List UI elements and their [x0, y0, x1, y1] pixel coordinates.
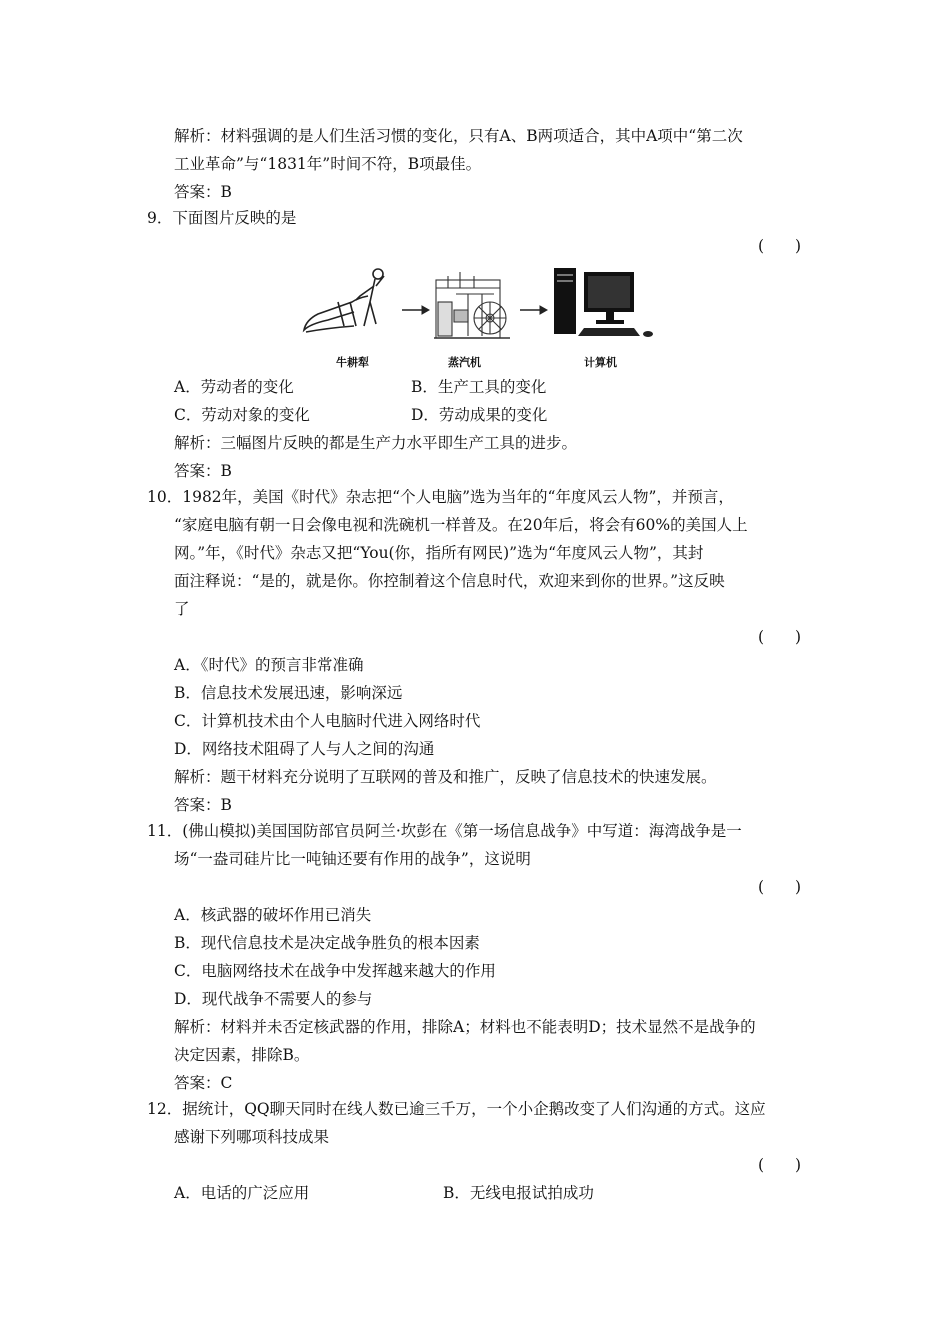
q9-answer-paren: ( ) [758, 237, 802, 255]
q11-option-c: C．电脑网络技术在战争中发挥越来越大的作用 [174, 962, 496, 980]
q10-option-a: A．《时代》的预言非常准确 [174, 656, 364, 674]
q11-option-b: B．现代信息技术是决定战争胜负的根本因素 [174, 934, 480, 952]
q8-answer: 答案：B [174, 183, 232, 201]
q9-option-a: A．劳动者的变化 [174, 378, 294, 396]
arrow-right-icon [402, 306, 429, 314]
q9-stem: 9．下面图片反映的是 [147, 209, 297, 227]
q10-stem-line-4: 面注释说：“是的，就是你。你控制着这个信息时代，欢迎来到你的世界。”这反映 [174, 572, 725, 590]
q10-stem-line-5: 了 [174, 600, 190, 618]
computer-icon [554, 268, 653, 337]
q11-option-d: D．现代战争不需要人的参与 [174, 990, 373, 1008]
q9-option-c: C．劳动对象的变化 [174, 406, 310, 424]
q9-option-b: B．生产工具的变化 [411, 378, 547, 396]
q10-stem-line-2: “家庭电脑有朝一日会像电视和洗碗机一样普及。在20年后，将会有60%的美国人上 [174, 516, 748, 534]
q9-figure [298, 262, 660, 372]
q10-option-b: B．信息技术发展迅速，影响深远 [174, 684, 403, 702]
tools-evolution-illustration [298, 262, 660, 352]
q12-stem-line-1: 12．据统计，QQ聊天同时在线人数已逾三千万，一个小企鹅改变了人们沟通的方式。这应 [147, 1100, 766, 1118]
plough-icon [304, 269, 384, 332]
q11-answer-paren: ( ) [758, 878, 802, 896]
q11-stem-line-1: 11．(佛山模拟)美国国防部官员阿兰·坎彭在《第一场信息战争》中写道：海湾战争是一 [147, 822, 742, 840]
q11-analysis-line-1: 解析：材料并未否定核武器的作用，排除A；材料也不能表明D；技术显然不是战争的 [174, 1018, 756, 1036]
q11-stem-line-2: 场“一盎司硅片比一吨铀还要有作用的战争”，这说明 [174, 850, 531, 868]
q10-option-d: D．网络技术阻碍了人与人之间的沟通 [174, 740, 435, 758]
caption-plough: 牛耕犁 [336, 356, 369, 369]
q10-stem-line-1: 10．1982年，美国《时代》杂志把“个人电脑”选为当年的“年度风云人物”，并预言， [147, 488, 734, 506]
q9-answer: 答案：B [174, 462, 232, 480]
q10-stem-line-3: 网。”年，《时代》杂志又把“You(你，指所有网民)”选为“年度风云人物”，其封 [174, 544, 704, 562]
q10-option-c: C．计算机技术由个人电脑时代进入网络时代 [174, 712, 481, 730]
q12-option-a: A．电话的广泛应用 [174, 1184, 310, 1202]
q8-analysis-line-1: 解析：材料强调的是人们生活习惯的变化，只有A、B两项适合，其中A项中“第二次 [174, 127, 743, 145]
q12-stem-line-2: 感谢下列哪项科技成果 [174, 1128, 330, 1146]
q11-option-a: A．核武器的破坏作用已消失 [174, 906, 372, 924]
q12-option-b: B．无线电报试拍成功 [443, 1184, 594, 1202]
q10-answer: 答案：B [174, 796, 232, 814]
steam-engine-icon [434, 272, 510, 338]
q10-analysis: 解析：题干材料充分说明了互联网的普及和推广，反映了信息技术的快速发展。 [174, 768, 717, 786]
caption-steam-engine: 蒸汽机 [448, 356, 481, 369]
q9-analysis: 解析：三幅图片反映的都是生产力水平即生产工具的进步。 [174, 434, 578, 452]
caption-computer: 计算机 [584, 356, 617, 369]
q11-analysis-line-2: 决定因素，排除B。 [174, 1046, 310, 1064]
arrow-right-icon [520, 306, 547, 314]
q11-answer: 答案：C [174, 1074, 233, 1092]
q10-answer-paren: ( ) [758, 628, 802, 646]
q9-option-d: D．劳动成果的变化 [411, 406, 548, 424]
q12-answer-paren: ( ) [758, 1156, 802, 1174]
q8-analysis-line-2: 工业革命”与“1831年”时间不符，B项最佳。 [174, 155, 482, 173]
